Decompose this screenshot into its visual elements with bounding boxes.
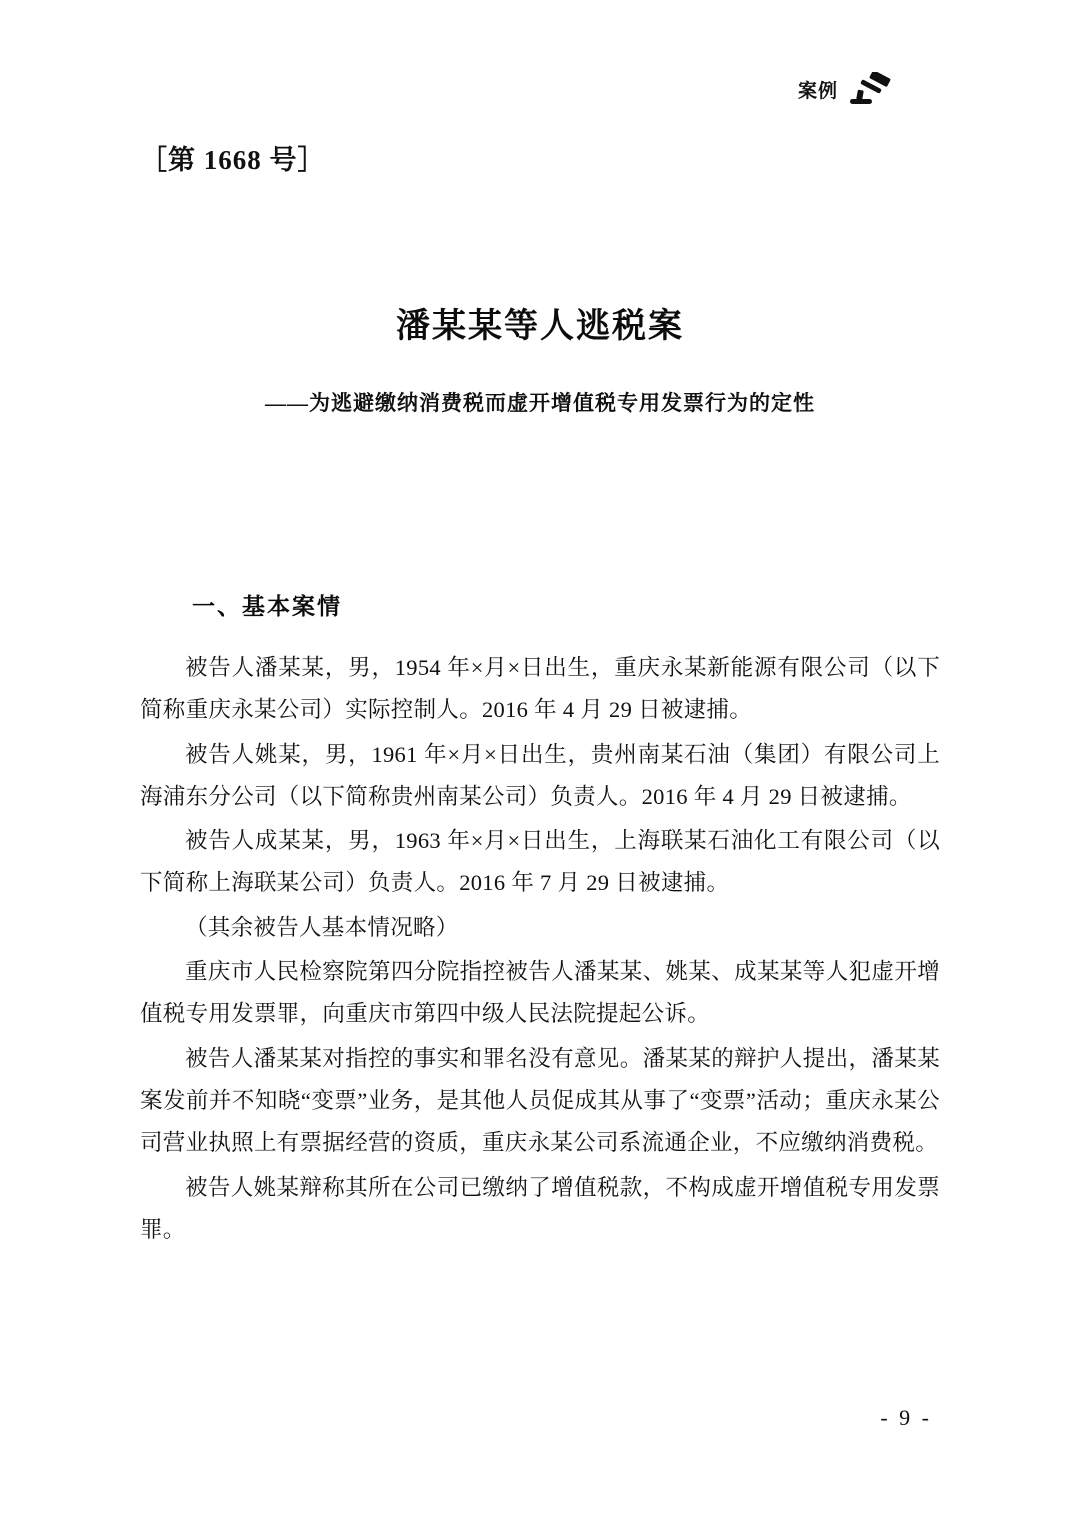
section-heading: 一、基本案情 [192, 594, 342, 619]
case-header-mark [798, 72, 894, 106]
body-paragraph: 被告人成某某，男，1963 年×月×日出生，上海联某石油化工有限公司（以下简称上海联某公司）负责人。2016 年 7 月 29 日被逮捕。 [140, 828, 940, 896]
body-paragraph: 重庆市人民检察院第四分院指控被告人潘某某、姚某、成某某等人犯虚开增值税专用发票罪，向重庆市第四中级人民法院提起公诉。 [140, 959, 940, 1027]
body-paragraph: 被告人潘某某，男，1954 年×月×日出生，重庆永某新能源有限公司（以下简称重庆永某公司）实际控制人。2016 年 4 月 29 日被逮捕。 [140, 655, 940, 723]
body-paragraph: 被告人姚某，男，1961 年×月×日出生，贵州南某石油（集团）有限公司上海浦东分公司（以下简称贵州南某公司）负责人。2016 年 4 月 29 日被逮捕。 [140, 741, 940, 809]
page-number: - 9 - [880, 1405, 932, 1430]
document-body [140, 588, 940, 1253]
title-block [0, 305, 1080, 417]
page-subtitle: ——为逃避缴纳消费税而虚开增值税专用发票行为的定性 [265, 391, 815, 416]
body-paragraph: 被告人潘某某对指控的事实和罪名没有意见。潘某某的辩护人提出，潘某某案发前并不知晓“变票”业务，是其他人员促成其从事了“变票”活动；重庆永某公司营业执照上有票据经营的资质，重庆永某公司系流通企业，不应缴纳消费税。 [140, 1045, 940, 1156]
page-title: 潘某某等人逃税案 [396, 308, 684, 345]
body-paragraph: （其余被告人基本情况略） [185, 914, 459, 940]
issue-number: ［第 1668 号］ [140, 145, 326, 175]
gavel-icon [848, 72, 894, 106]
body-paragraph: 被告人姚某辩称其所在公司已缴纳了增值税款，不构成虚开增值税专用发票罪。 [140, 1174, 940, 1242]
case-mark-label: 案例 [797, 80, 838, 102]
